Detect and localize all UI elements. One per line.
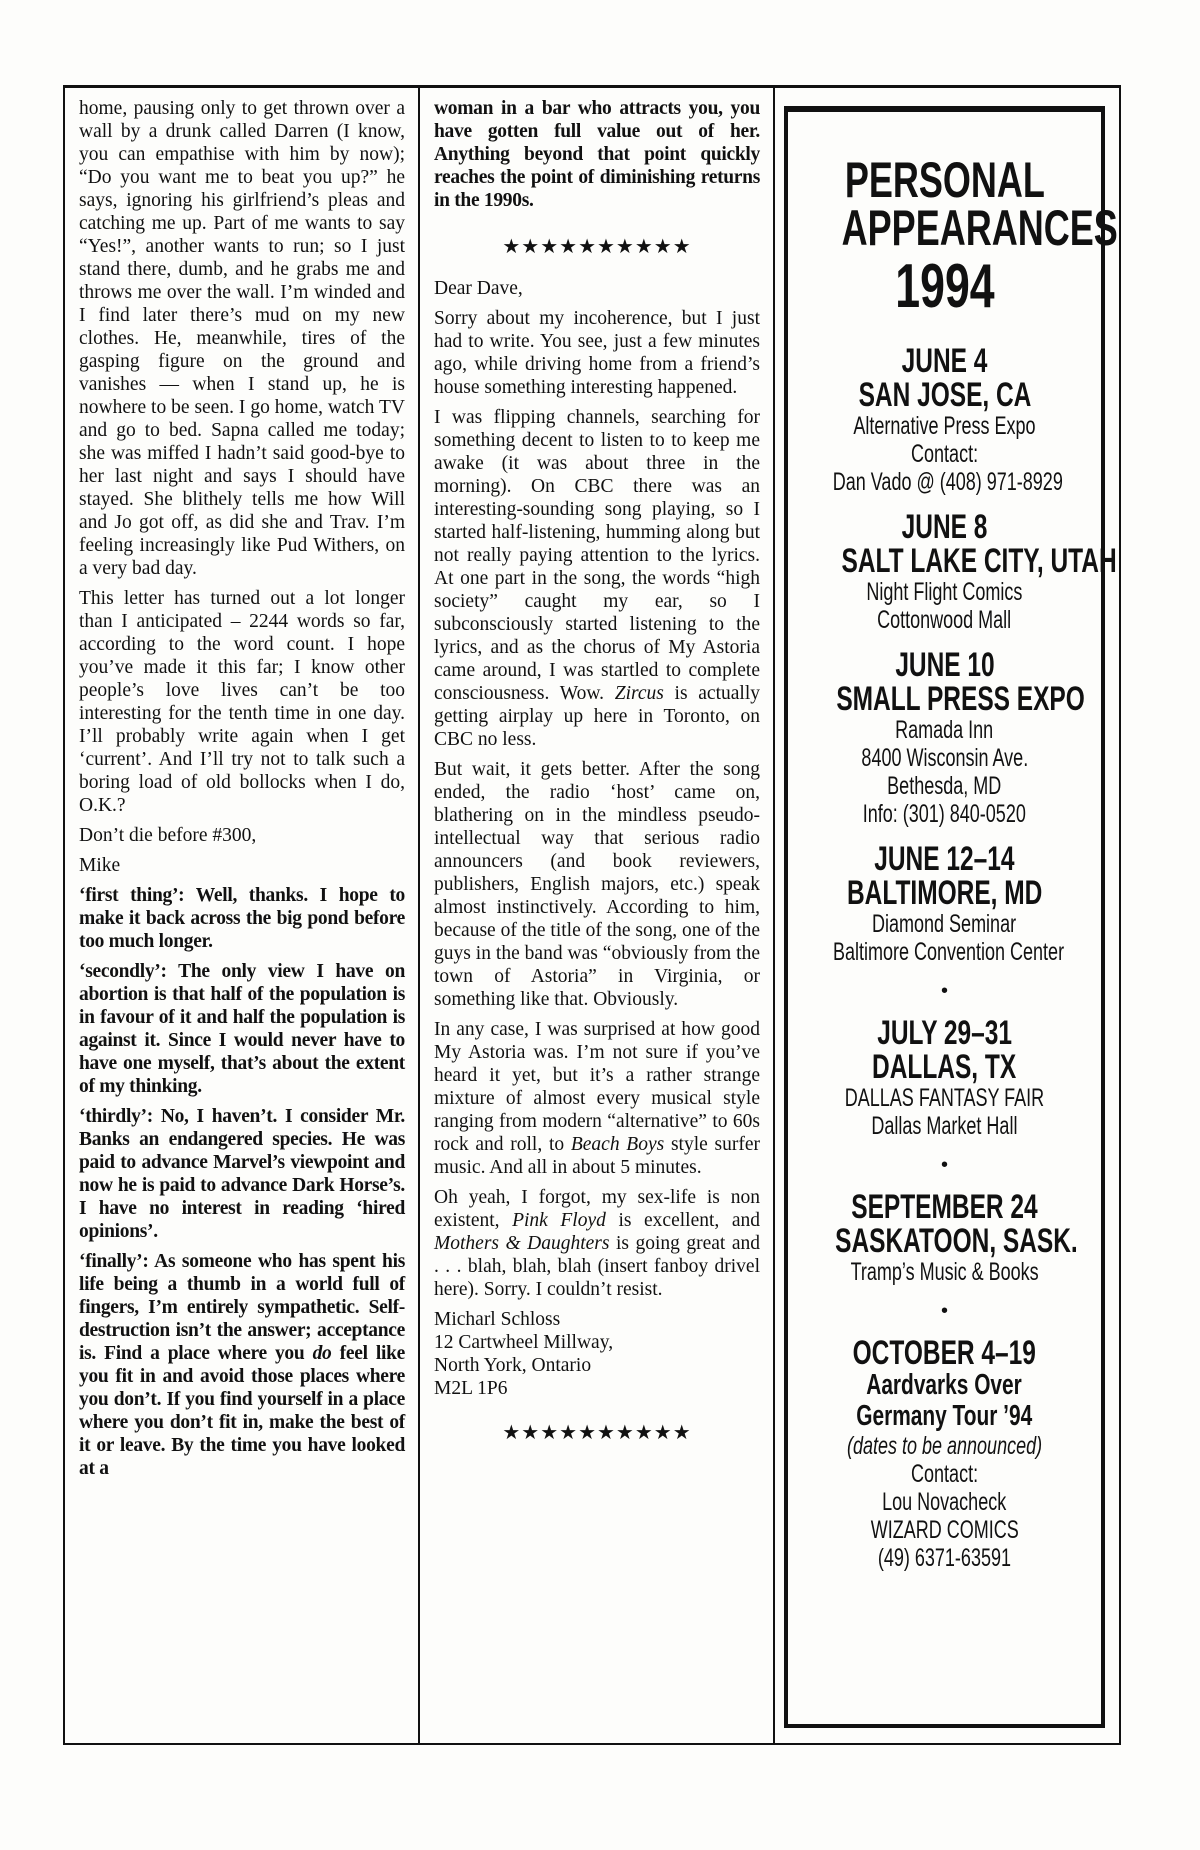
event-detail bbox=[788, 1460, 1101, 1488]
event-detail-text: Lou Novacheck bbox=[882, 1488, 1007, 1516]
event-date bbox=[788, 344, 1101, 378]
address-line: 12 Cartwheel Millway, bbox=[434, 1332, 614, 1353]
event-detail bbox=[788, 1432, 1101, 1460]
address-line: Micharl Schloss bbox=[434, 1309, 561, 1330]
event-entry bbox=[788, 344, 1101, 496]
event-date bbox=[788, 1016, 1101, 1050]
text-segment: Dear Dave, bbox=[434, 278, 523, 299]
title-text: APPEARANCES bbox=[841, 200, 1118, 256]
text-segment: is actually getting airplay up here in Toronto, on CBC no less. bbox=[434, 683, 760, 750]
event-detail-text: Night Flight Comics bbox=[866, 578, 1023, 606]
event-entry bbox=[788, 842, 1101, 966]
event-location-text: SAN JOSE, CA bbox=[858, 376, 1031, 414]
event-location-text: DALLAS, TX bbox=[872, 1048, 1017, 1086]
text-segment: is excellent, and bbox=[605, 1210, 760, 1231]
event-entry bbox=[788, 1016, 1101, 1140]
event-detail bbox=[788, 1084, 1101, 1112]
event-detail bbox=[788, 1258, 1101, 1286]
event-date-text: JUNE 10 bbox=[894, 646, 995, 684]
event-detail bbox=[788, 606, 1101, 634]
bullet-separator: • bbox=[940, 980, 948, 1002]
letters-column-1 bbox=[65, 88, 420, 1743]
event-detail-text: Contact: bbox=[910, 1460, 979, 1488]
letter-paragraph bbox=[79, 824, 405, 847]
editor-reply-paragraph bbox=[79, 884, 405, 953]
event-date-text: SEPTEMBER 24 bbox=[851, 1188, 1038, 1226]
event-location bbox=[788, 378, 1101, 412]
event-entry bbox=[788, 1336, 1101, 1572]
letter-paragraph bbox=[79, 97, 405, 580]
letter-paragraph bbox=[434, 307, 760, 399]
title-text: PERSONAL bbox=[844, 152, 1045, 208]
star-separator: ★★★★★★★★★★ bbox=[502, 236, 692, 258]
text-segment: ‘first thing’: Well, thanks. I hope to make it back across the big pond before too much longer. bbox=[79, 885, 405, 952]
event-detail bbox=[788, 1516, 1101, 1544]
text-segment: But wait, it gets better. After the song ended, the radio ‘host’ came on, blathering on in the mindless pseudo-intellectual way that serious radio announcers (and book reviewers, publishers, English majors, etc.) speak almost instinctively. According to him, because of the title of the song, one of the guys in the band was “obviously from the town of Astoria” in Virginia, or something like that. Obviously. bbox=[434, 759, 760, 1010]
event-detail bbox=[788, 1401, 1101, 1432]
event-date bbox=[788, 510, 1101, 544]
text-segment: Mothers & Daughters bbox=[434, 1233, 610, 1254]
event-detail bbox=[788, 1488, 1101, 1516]
address-line: M2L 1P6 bbox=[434, 1378, 508, 1399]
letters-column-2 bbox=[420, 88, 775, 1743]
letter-paragraph bbox=[79, 587, 405, 817]
event-location-text: SALT LAKE CITY, UTAH bbox=[841, 542, 1117, 580]
event-detail-text: WIZARD COMICS bbox=[870, 1516, 1019, 1544]
event-location bbox=[788, 682, 1101, 716]
event-detail-text: Tramp’s Music & Books bbox=[850, 1258, 1039, 1286]
event-detail bbox=[788, 412, 1101, 440]
letter-paragraph bbox=[79, 854, 405, 877]
event-detail bbox=[788, 468, 1101, 496]
event-detail-text: Bethesda, MD bbox=[887, 772, 1002, 800]
text-segment: Pink Floyd bbox=[512, 1210, 606, 1231]
text-segment: Don’t die before #300, bbox=[79, 825, 257, 846]
event-detail bbox=[788, 910, 1101, 938]
event-location bbox=[788, 542, 1117, 580]
event-date-text: JUNE 12–14 bbox=[874, 840, 1015, 878]
text-segment: ‘thirdly’: No, I haven’t. I consider Mr. Banks an endangered species. He was paid to advance Marvel’s viewpoint and now he is paid to advance Dark Horse’s. I have no interest in reading ‘hired opinions’. bbox=[79, 1106, 405, 1242]
event-detail bbox=[788, 744, 1101, 772]
letter-paragraph bbox=[434, 406, 760, 751]
text-segment: do bbox=[312, 1343, 332, 1364]
event-date bbox=[788, 842, 1101, 876]
text-segment: Sorry about my incoherence, but I just had to write. You see, just a few minutes ago, while driving home from a friend’s house something interesting happened. bbox=[434, 308, 760, 398]
event-location bbox=[788, 1050, 1101, 1084]
address-line: North York, Ontario bbox=[434, 1355, 592, 1376]
text-segment: home, pausing only to get thrown over a wall by a drunk called Darren (I know, you can empathise with him by now); “Do you want me to beat you up?” he says, ignoring his girlfriend’s pleas and catching me up. Part of me wants to say “Yes!”, another wants to run; so I just stand there, dumb, and he grabs me and throws me over the wall. I’m winded and I find later there’s mud on my new clothes. He, meanwhile, tires of the gasping figure on the ground and vanishes — when I stand up, he is nowhere to be seen. I go home, watch TV and go to bed. Sapna called me today; she was miffed I hadn’t said good-bye to her last night and says I should have stayed. She blithely tells me how Will and Jo got off, as did she and Trav. I’m feeling increasingly like Pud Withers, on a very bad day. bbox=[79, 98, 405, 579]
personal-appearances-box bbox=[784, 106, 1118, 1728]
event-entry bbox=[788, 1190, 1101, 1286]
event-detail-text: DALLAS FANTASY FAIR bbox=[844, 1084, 1045, 1112]
event-detail-text: Cottonwood Mall bbox=[877, 606, 1012, 634]
star-separator-bottom: ★★★★★★★★★★ bbox=[502, 1422, 692, 1444]
event-detail-text: 8400 Wisconsin Ave. bbox=[861, 744, 1028, 772]
event-location-text: BALTIMORE, MD bbox=[846, 874, 1043, 912]
text-segment: woman in a bar who attracts you, you have gotten full value out of her. Anything beyond that point quickly reaches the point of diminishing returns in the 1990s. bbox=[434, 98, 760, 211]
text-segment: Zircus bbox=[614, 683, 664, 704]
event-date bbox=[788, 1190, 1101, 1224]
text-segment: ‘finally’: As someone who has spent his life being a thumb in a world full of fingers, I’m entirely sympathetic. Self-destruction isn’t the answer; acceptance is. Find a place where you bbox=[79, 1251, 405, 1364]
event-entry bbox=[788, 508, 1117, 634]
event-date-text: OCTOBER 4–19 bbox=[852, 1334, 1037, 1372]
event-detail bbox=[788, 772, 1101, 800]
appearances-year bbox=[788, 252, 1101, 322]
event-detail-text: Germany Tour ’94 bbox=[856, 1400, 1033, 1432]
event-detail bbox=[788, 938, 1101, 966]
text-segment: Oh yeah, I forgot, my sex-life is non existent, bbox=[434, 1187, 760, 1231]
event-location-text: SMALL PRESS EXPO bbox=[836, 680, 1085, 718]
event-detail bbox=[788, 1112, 1101, 1140]
event-detail-text: Diamond Seminar bbox=[872, 910, 1017, 938]
event-location bbox=[788, 876, 1101, 910]
event-detail-text: Dallas Market Hall bbox=[871, 1112, 1018, 1140]
event-detail bbox=[788, 800, 1101, 828]
event-detail bbox=[788, 716, 1101, 744]
event-date bbox=[788, 1336, 1101, 1370]
text-segment: Mike bbox=[79, 855, 121, 876]
editor-reply-paragraph bbox=[79, 960, 405, 1098]
event-detail-text: Dan Vado @ (408) 971-8929 bbox=[832, 468, 1063, 496]
text-segment: is going great and . . . blah, blah, blah (insert fanboy drivel here). Sorry. I couldn’t resist. bbox=[434, 1233, 760, 1300]
event-date-text: JULY 29–31 bbox=[877, 1014, 1012, 1052]
event-detail bbox=[788, 1544, 1101, 1572]
event-location-text: SASKATOON, SASK. bbox=[835, 1222, 1078, 1260]
appearances-column bbox=[775, 88, 1119, 1743]
letter-paragraph bbox=[434, 1018, 760, 1179]
event-detail-text: Baltimore Convention Center bbox=[832, 938, 1065, 966]
bullet-separator: • bbox=[940, 1154, 948, 1176]
text-segment: feel like you fit in and avoid those places where you don’t. If you find yourself in a place where you don’t fit in, make the best of it or leave. By the time you have looked at a bbox=[79, 1343, 405, 1479]
text-segment: This letter has turned out a lot longer than I anticipated – 2244 words so far, according to the word count. I hope you’ve made it this far; I know other people’s love lives can’t be too interesting for the tenth time in one day. I’ll probably write again when I get ‘current’. And I’ll try not to talk such a boring load of old bollocks when I do, O.K.? bbox=[79, 588, 405, 816]
appearances-title bbox=[788, 200, 1118, 256]
bullet-separator: • bbox=[940, 1300, 948, 1322]
event-detail-text: (49) 6371-63591 bbox=[877, 1544, 1012, 1572]
year-text: 1994 bbox=[894, 252, 995, 321]
letters-page-frame bbox=[63, 85, 1121, 1745]
event-detail-text: Aardvarks Over bbox=[866, 1369, 1023, 1401]
letter-paragraph bbox=[434, 277, 760, 300]
event-detail-text: Info: (301) 840-0520 bbox=[862, 800, 1027, 828]
text-segment: In any case, I was surprised at how good My Astoria was. I’m not sure if you’ve heard it yet, but it’s a rather strange mixture of almost every musical style ranging from modern “alternative” to 60s rock and roll, to bbox=[434, 1019, 760, 1155]
event-detail-text: Alternative Press Expo bbox=[853, 412, 1036, 440]
event-entry bbox=[788, 648, 1101, 828]
event-detail-text: Contact: bbox=[910, 440, 979, 468]
event-detail bbox=[788, 440, 1101, 468]
text-segment: ‘secondly’: The only view I have on abortion is that half of the population is in favour of it and half the population is against it. Since I would never have to have one myself, that’s about the extent of my thinking. bbox=[79, 961, 405, 1097]
sender-address bbox=[434, 1308, 760, 1400]
event-detail-text: (dates to be announced) bbox=[846, 1432, 1043, 1460]
event-detail bbox=[788, 578, 1101, 606]
editor-reply-paragraph bbox=[79, 1250, 405, 1480]
editor-reply-paragraph bbox=[79, 1105, 405, 1243]
text-segment: I was flipping channels, searching for something decent to listen to to keep me awake (it was about three in the morning). On CBC there was an interesting-sounding song playing, so I started half-listening, humming along but not really paying attention to the lyrics. At one part in the song, the words “high society” caught my ear, so I subconsciously started listening to the lyrics, and as the chorus of My Astoria came around, I was startled to complete consciousness. Wow. bbox=[434, 407, 760, 704]
event-location bbox=[788, 1224, 1101, 1258]
appearances-title bbox=[788, 152, 1101, 208]
event-date bbox=[788, 648, 1101, 682]
letter-paragraph bbox=[434, 1186, 760, 1301]
editor-reply-paragraph bbox=[434, 97, 760, 212]
text-segment: style surfer music. And all in about 5 minutes. bbox=[434, 1134, 760, 1178]
event-date-text: JUNE 4 bbox=[901, 342, 988, 380]
event-detail-text: Ramada Inn bbox=[895, 716, 994, 744]
event-date-text: JUNE 8 bbox=[901, 508, 988, 546]
letter-paragraph bbox=[434, 758, 760, 1011]
event-detail bbox=[788, 1370, 1101, 1401]
text-segment: Beach Boys bbox=[570, 1134, 665, 1155]
